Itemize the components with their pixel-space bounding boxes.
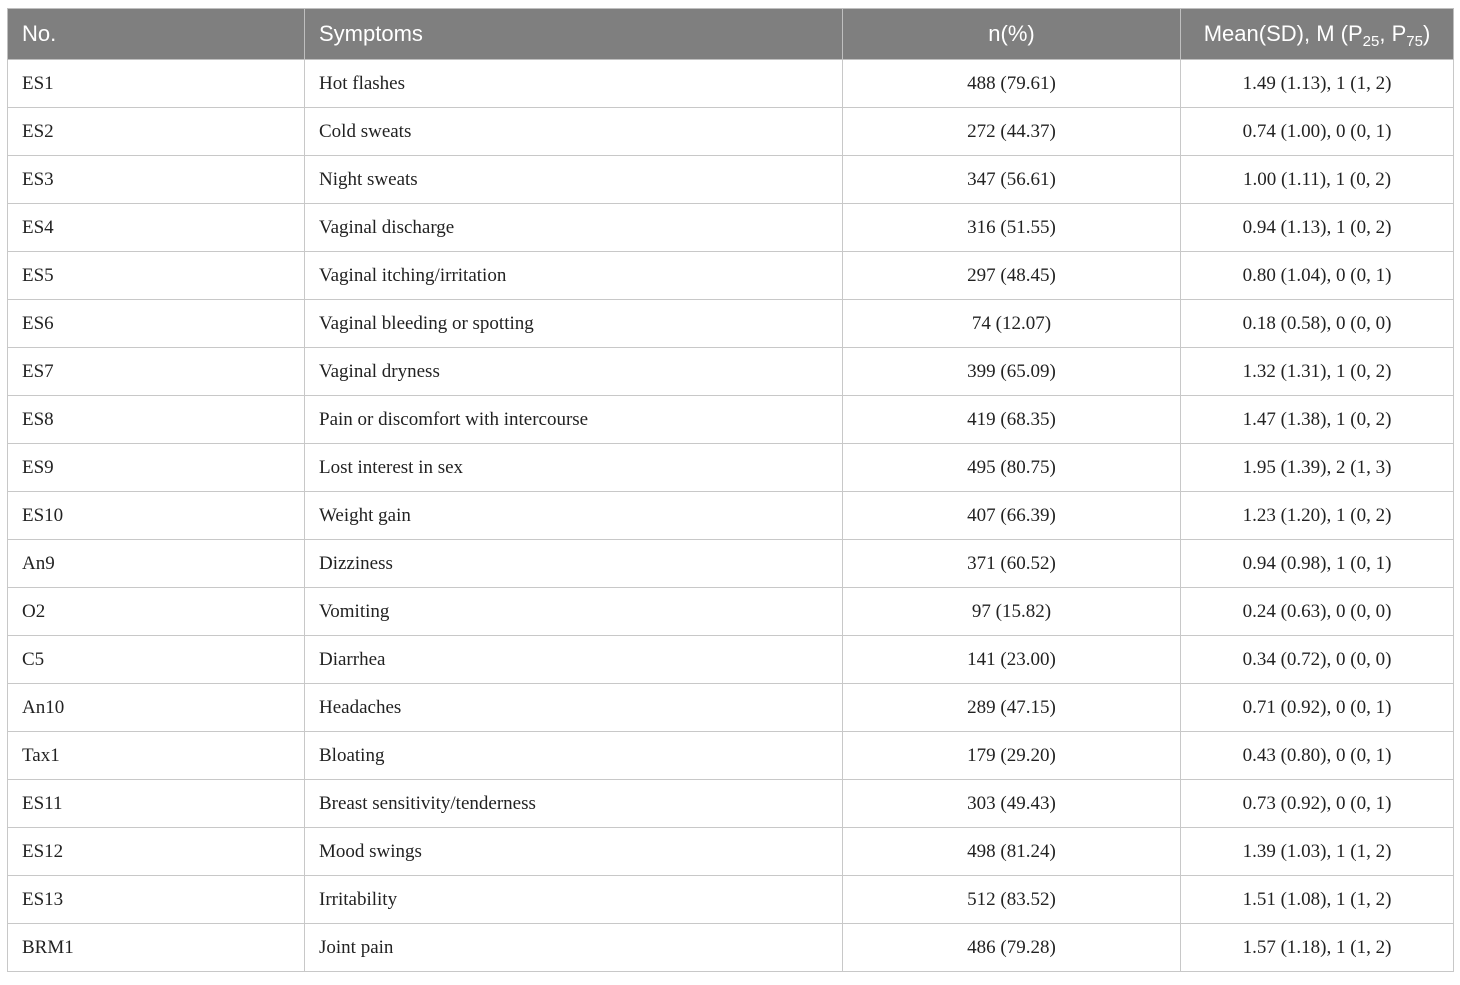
table-row [8,636,1454,684]
header-n-percent: n(%) [843,9,1181,60]
cell-mean-sd-median: 0.34 (0.72), 0 (0, 0) [1181,636,1454,684]
cell-n-percent: 272 (44.37) [843,108,1181,156]
cell-symptom: Vaginal discharge [305,204,843,252]
cell-n-percent: 512 (83.52) [843,876,1181,924]
header-stat-mid: , P [1379,21,1407,46]
table-row [8,492,1454,540]
cell-mean-sd-median: 0.71 (0.92), 0 (0, 1) [1181,684,1454,732]
table-row [8,540,1454,588]
cell-mean-sd-median: 1.51 (1.08), 1 (1, 2) [1181,876,1454,924]
cell-n-percent: 498 (81.24) [843,828,1181,876]
cell-mean-sd-median: 1.49 (1.13), 1 (1, 2) [1181,60,1454,108]
table-row [8,300,1454,348]
cell-no: An9 [8,540,305,588]
table-row [8,444,1454,492]
cell-symptom: Vomiting [305,588,843,636]
cell-no: ES11 [8,780,305,828]
table-row [8,924,1454,972]
cell-symptom: Vaginal bleeding or spotting [305,300,843,348]
cell-mean-sd-median: 1.95 (1.39), 2 (1, 3) [1181,444,1454,492]
cell-n-percent: 486 (79.28) [843,924,1181,972]
cell-n-percent: 316 (51.55) [843,204,1181,252]
table-row [8,60,1454,108]
symptoms-table-container [7,8,1453,972]
cell-no: ES6 [8,300,305,348]
cell-symptom: Joint pain [305,924,843,972]
cell-n-percent: 488 (79.61) [843,60,1181,108]
table-row [8,828,1454,876]
cell-no: An10 [8,684,305,732]
cell-mean-sd-median: 0.74 (1.00), 0 (0, 1) [1181,108,1454,156]
cell-symptom: Vaginal itching/irritation [305,252,843,300]
table-row [8,876,1454,924]
table-row [8,252,1454,300]
table-row [8,732,1454,780]
table-row [8,156,1454,204]
cell-no: ES8 [8,396,305,444]
cell-no: O2 [8,588,305,636]
header-stat-sub-75: 75 [1406,33,1423,50]
table-row [8,204,1454,252]
cell-no: BRM1 [8,924,305,972]
cell-n-percent: 179 (29.20) [843,732,1181,780]
cell-no: ES13 [8,876,305,924]
cell-symptom: Breast sensitivity/tenderness [305,780,843,828]
cell-no: ES2 [8,108,305,156]
cell-n-percent: 97 (15.82) [843,588,1181,636]
cell-no: Tax1 [8,732,305,780]
header-no: No. [8,9,305,60]
cell-n-percent: 303 (49.43) [843,780,1181,828]
table-row [8,588,1454,636]
cell-mean-sd-median: 0.80 (1.04), 0 (0, 1) [1181,252,1454,300]
cell-no: ES4 [8,204,305,252]
cell-n-percent: 495 (80.75) [843,444,1181,492]
symptoms-table [7,8,1454,972]
cell-mean-sd-median: 1.32 (1.31), 1 (0, 2) [1181,348,1454,396]
cell-n-percent: 141 (23.00) [843,636,1181,684]
cell-n-percent: 407 (66.39) [843,492,1181,540]
table-body [8,60,1454,972]
cell-n-percent: 347 (56.61) [843,156,1181,204]
cell-symptom: Night sweats [305,156,843,204]
cell-no: ES7 [8,348,305,396]
cell-mean-sd-median: 0.94 (0.98), 1 (0, 1) [1181,540,1454,588]
cell-mean-sd-median: 1.57 (1.18), 1 (1, 2) [1181,924,1454,972]
cell-mean-sd-median: 1.39 (1.03), 1 (1, 2) [1181,828,1454,876]
header-stat-prefix: Mean(SD), M (P [1203,21,1363,46]
cell-n-percent: 289 (47.15) [843,684,1181,732]
cell-mean-sd-median: 0.18 (0.58), 0 (0, 0) [1181,300,1454,348]
table-row [8,684,1454,732]
cell-symptom: Hot flashes [305,60,843,108]
cell-symptom: Weight gain [305,492,843,540]
table-row [8,396,1454,444]
cell-n-percent: 419 (68.35) [843,396,1181,444]
table-row [8,348,1454,396]
cell-mean-sd-median: 0.43 (0.80), 0 (0, 1) [1181,732,1454,780]
cell-mean-sd-median: 0.94 (1.13), 1 (0, 2) [1181,204,1454,252]
cell-n-percent: 74 (12.07) [843,300,1181,348]
cell-n-percent: 399 (65.09) [843,348,1181,396]
cell-symptom: Mood swings [305,828,843,876]
cell-symptom: Headaches [305,684,843,732]
header-stat-suffix: ) [1422,21,1431,46]
table-header [8,9,1454,60]
cell-no: C5 [8,636,305,684]
table-row [8,780,1454,828]
cell-mean-sd-median: 0.24 (0.63), 0 (0, 0) [1181,588,1454,636]
cell-symptom: Vaginal dryness [305,348,843,396]
header-symptoms: Symptoms [305,9,843,60]
cell-symptom: Lost interest in sex [305,444,843,492]
header-row [8,9,1454,60]
cell-symptom: Pain or discomfort with intercourse [305,396,843,444]
cell-no: ES1 [8,60,305,108]
cell-n-percent: 297 (48.45) [843,252,1181,300]
cell-symptom: Diarrhea [305,636,843,684]
cell-no: ES12 [8,828,305,876]
cell-mean-sd-median: 1.47 (1.38), 1 (0, 2) [1181,396,1454,444]
table-row [8,108,1454,156]
cell-no: ES9 [8,444,305,492]
cell-mean-sd-median: 1.23 (1.20), 1 (0, 2) [1181,492,1454,540]
cell-no: ES3 [8,156,305,204]
cell-n-percent: 371 (60.52) [843,540,1181,588]
cell-no: ES5 [8,252,305,300]
cell-symptom: Bloating [305,732,843,780]
header-stat-sub-25: 25 [1362,33,1380,50]
cell-symptom: Cold sweats [305,108,843,156]
cell-symptom: Dizziness [305,540,843,588]
cell-mean-sd-median: 1.00 (1.11), 1 (0, 2) [1181,156,1454,204]
cell-mean-sd-median: 0.73 (0.92), 0 (0, 1) [1181,780,1454,828]
cell-no: ES10 [8,492,305,540]
cell-symptom: Irritability [305,876,843,924]
header-mean-sd-median [1181,9,1454,60]
